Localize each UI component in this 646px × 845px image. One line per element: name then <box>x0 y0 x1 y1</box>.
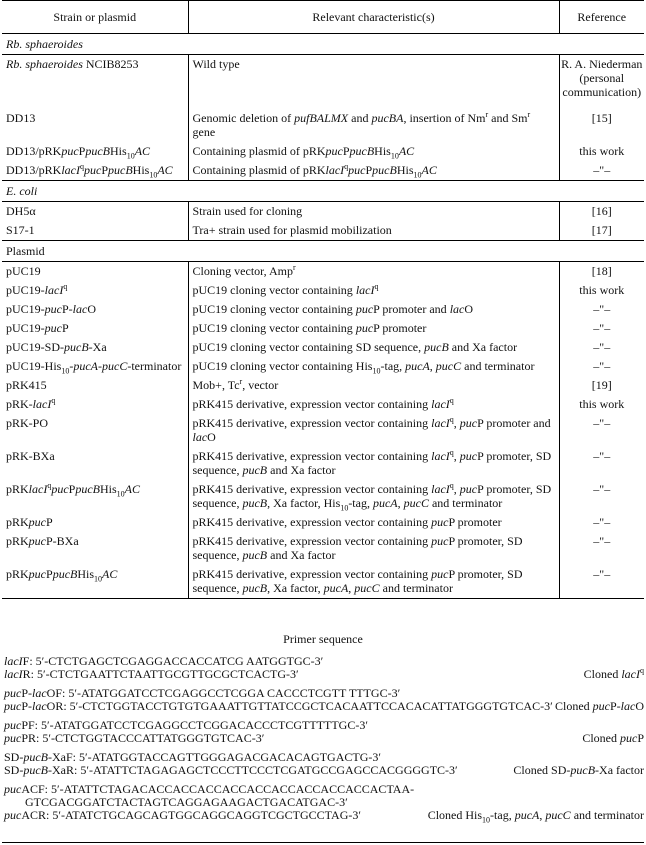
table-row <box>2 513 644 532</box>
strain-name: pRK-lacI$^q$ <box>2 395 188 414</box>
section-title: Rb. sphaeroides <box>2 34 644 55</box>
primer-label: Cloned pucP-lacO <box>554 699 644 713</box>
table-row <box>2 565 644 599</box>
reference: this work <box>579 397 625 411</box>
header-strain: Strain or plasmid <box>2 1 188 34</box>
characteristic: Cloning vector, Amp$^r$ <box>188 262 559 282</box>
characteristic: Strain used for cloning <box>188 202 559 222</box>
primer-line: SD-pucB-XaF: 5′-ATATGGTACCAGTTGGGAGACGACACAGTGACTG-3′ <box>4 750 381 764</box>
reference: this work <box>579 283 625 297</box>
table-row <box>2 319 644 338</box>
primer-group <box>4 687 644 713</box>
section-row <box>2 34 644 55</box>
section-row <box>2 181 644 202</box>
table-row <box>2 281 644 300</box>
primer-line: lacIF: 5′-CTCTGAGCTCGAGGACCACCATCG AATGGTGC-3′ <box>4 654 324 668</box>
primer-label: Cloned SD-pucB-Xa factor <box>513 763 644 777</box>
primer-line: SD-pucB-XaR: 5′-ATATTCTAGAGAGCTCCCTTCCCTCGATGCCGAGCCACGGGGTC-3′ <box>4 763 458 777</box>
table-row <box>2 221 644 241</box>
header-reference: Reference <box>559 1 644 34</box>
primer-line: pucACR: 5′-ATATCTGCAGCAGTGGCAGGCAGGTCGCTGCCTAG-3′ <box>4 808 361 822</box>
characteristic: pRK415 derivative, expression vector containing pucP promoter, SD sequence, pucB and Xa factor <box>188 532 559 565</box>
reference: –"– <box>593 449 611 463</box>
strain-name: pUC19-pucP <box>2 319 188 338</box>
characteristic: pRK415 derivative, expression vector containing lacI$^q$, pucP promoter, SD sequence, pucB, Xa factor, His$_{10}$-tag, pucA, pucC and terminator <box>188 480 559 513</box>
header-characteristics: Relevant characteristic(s) <box>188 1 559 34</box>
primer-group <box>4 782 644 825</box>
section-title: Plasmid <box>2 241 644 262</box>
primer-label: Cloned His$_{10}$-tag, pucA, pucC and terminator <box>427 808 644 825</box>
reference: –"– <box>593 534 611 548</box>
reference: –"– <box>593 359 611 373</box>
table-row <box>2 161 644 181</box>
strain-name: DD13/pRKlacI$^q$pucPpucBHis$_{10}$AC <box>2 161 188 181</box>
primer-list <box>4 655 644 828</box>
strain-name: S17-1 <box>2 221 188 241</box>
section-title: E. coli <box>2 181 644 202</box>
strain-name: pUC19-lacI$^q$ <box>2 281 188 300</box>
reference: –"– <box>593 515 611 529</box>
table-row <box>2 480 644 513</box>
reference: [17] <box>591 223 612 237</box>
characteristic: Genomic deletion of pufBALMX and pucBA, insertion of Nm$^r$ and Sm$^r$ gene <box>188 102 559 142</box>
primer-line: pucPF: 5′-ATATGGATCCTCGAGGCCTCGGACACCCTCGTTTTTGC-3′ <box>4 718 368 732</box>
table-header-row <box>2 1 644 34</box>
strain-name: pUC19-pucP-lacO <box>2 300 188 319</box>
table-row <box>2 447 644 480</box>
reference: –"– <box>593 340 611 354</box>
reference: –"– <box>593 416 611 430</box>
reference: –"– <box>593 302 611 316</box>
table-row <box>2 102 644 142</box>
table-row <box>2 202 644 222</box>
strain-name: pRK-BXa <box>2 447 188 480</box>
characteristic: Tra+ strain used for plasmid mobilization <box>188 221 559 241</box>
section-row <box>2 241 644 262</box>
reference: R. A. Niederman (personal communication) <box>561 57 643 99</box>
primer-label: Cloned pucP <box>582 731 644 745</box>
characteristic: Mob+, Tc$^r$, vector <box>188 376 559 395</box>
strain-name: pUC19-SD-pucB-Xa <box>2 338 188 357</box>
strain-name: DH5α <box>2 202 188 222</box>
characteristic: pRK415 derivative, expression vector containing lacI$^q$, pucP promoter and lacO <box>188 414 559 447</box>
primer-line: pucP-lacOR: 5′-CTCTGGTACCTGTGTGAAATTGTTATCCGCTCACAATTCCACACATTATGGGTGTCAC-3′ <box>4 699 553 713</box>
strain-name: DD13/pRKpucPpucBHis$_{10}$AC <box>2 142 188 161</box>
characteristic: pRK415 derivative, expression vector containing lacI$^q$ <box>188 395 559 414</box>
characteristic: pUC19 cloning vector containing pucP promoter and lacO <box>188 300 559 319</box>
characteristic: Wild type <box>188 55 559 103</box>
table-row <box>2 357 644 376</box>
characteristic: pUC19 cloning vector containing lacI$^q$ <box>188 281 559 300</box>
table-row <box>2 532 644 565</box>
characteristic: pRK415 derivative, expression vector containing lacI$^q$, pucP promoter, SD sequence, pucB and Xa factor <box>188 447 559 480</box>
primer-line: GTCGACGGATCTACTAGTCAGGAGAAGACTGACATGAC-3′ <box>25 795 348 809</box>
table-row <box>2 395 644 414</box>
table-row <box>2 262 644 282</box>
characteristic: pUC19 cloning vector containing SD sequence, pucB and Xa factor <box>188 338 559 357</box>
characteristic: pUC19 cloning vector containing His$_{10}$-tag, pucA, pucC and terminator <box>188 357 559 376</box>
primer-group <box>4 751 644 777</box>
reference: –"– <box>593 321 611 335</box>
reference: –"– <box>559 565 644 599</box>
table-row <box>2 300 644 319</box>
reference: –"– <box>593 482 611 496</box>
reference: [15] <box>591 111 612 125</box>
characteristic: pRK415 derivative, expression vector containing pucP promoter, SD sequence, pucB, Xa factor, pucA, pucC and terminator <box>188 565 559 599</box>
reference: this work <box>579 144 625 158</box>
primer-line: pucACF: 5′-ATATTCTAGACACCACCACCACCACCACCACCACCACCACTAA- <box>4 782 415 796</box>
strain-name: pRKpucP-BXa <box>2 532 188 565</box>
strain-name: pRKpucPpucBHis$_{10}$AC <box>2 565 188 599</box>
strain-table-wrapper <box>2 0 644 599</box>
table-row <box>2 338 644 357</box>
characteristic: Containing plasmid of pRKlacI$^q$pucPpucBHis$_{10}$AC <box>188 161 559 181</box>
strain-name: pRK-PO <box>2 414 188 447</box>
reference: [16] <box>591 204 612 218</box>
table-row <box>2 414 644 447</box>
characteristic: pUC19 cloning vector containing pucP promoter <box>188 319 559 338</box>
strain-name: pRKlacI$^q$pucPpucBHis$_{10}$AC <box>2 480 188 513</box>
primer-line: lacIR: 5′-CTCTGAATTCTAATTGCGTTGCGCTCACTG-3′ <box>4 667 299 681</box>
characteristic: pRK415 derivative, expression vector containing pucP promoter <box>188 513 559 532</box>
reference: [19] <box>591 378 612 392</box>
table-body <box>2 34 644 599</box>
strain-name: DD13 <box>2 102 188 142</box>
table-row <box>2 142 644 161</box>
table-row <box>2 376 644 395</box>
strain-name: pRK415 <box>2 376 188 395</box>
strain-name: pUC19-His$_{10}$-pucA-pucC-terminator <box>2 357 188 376</box>
reference: [18] <box>591 264 612 278</box>
strain-name: pRKpucP <box>2 513 188 532</box>
primer-group <box>4 655 644 681</box>
strain-name: Rb. sphaeroides NCIB8253 <box>2 55 188 103</box>
primer-group <box>4 719 644 745</box>
characteristic: Containing plasmid of pRKpucPpucBHis$_{10}$AC <box>188 142 559 161</box>
reference: –"– <box>593 163 611 177</box>
primer-section-title: Primer sequence <box>283 632 363 646</box>
primer-line: pucPR: 5′-CTCTGGTACCCATTATGGGTGTCAC-3′ <box>4 731 265 745</box>
bottom-rule <box>2 842 644 843</box>
table-row <box>2 55 644 103</box>
strain-name: pUC19 <box>2 262 188 282</box>
strain-plasmid-table <box>2 0 644 599</box>
primer-label: Cloned lacI$^q$ <box>583 666 644 681</box>
primer-line: pucP-lacOF: 5′-ATATGGATCCTCGAGGCCTCGGA CACCCTCGTT TTTGC-3′ <box>4 686 401 700</box>
